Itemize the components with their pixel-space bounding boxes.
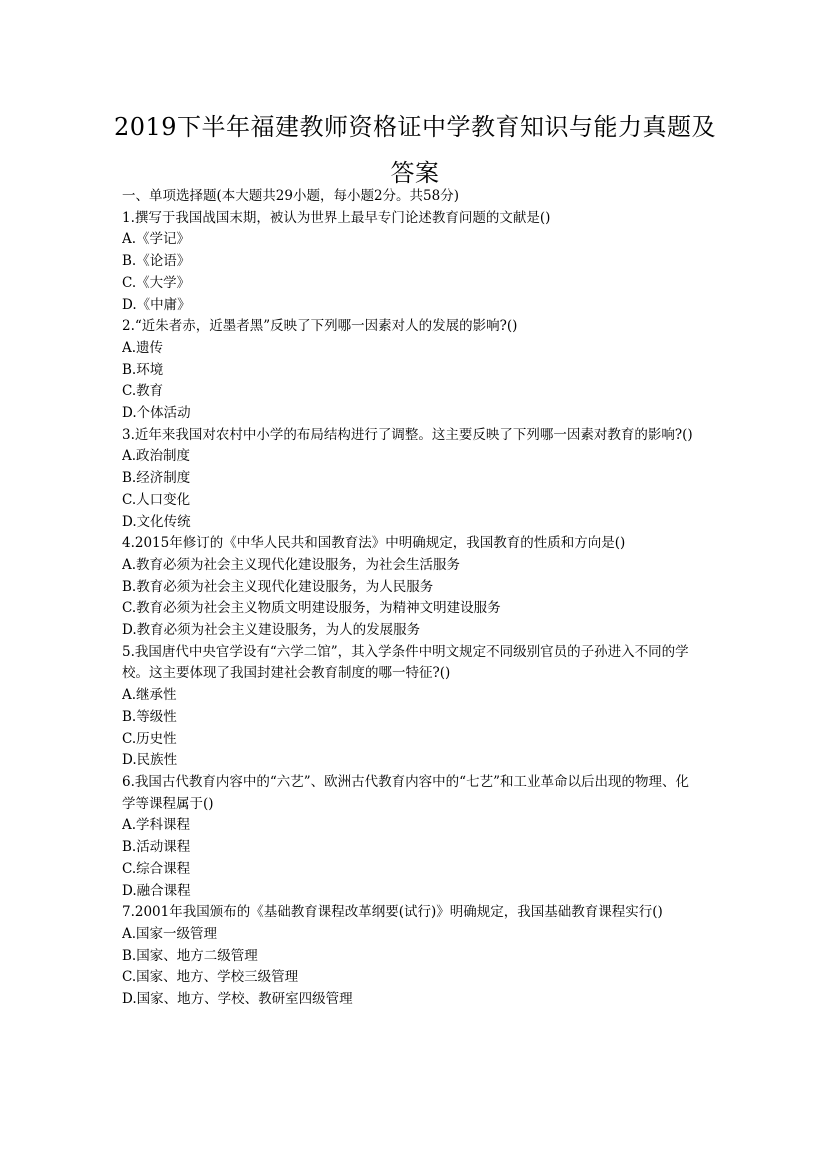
answer-option: D.教育必须为社会主义建设服务，为人的发展服务 <box>122 622 421 639</box>
answer-option: D.文化传统 <box>122 513 191 530</box>
question-stem: 1.撰写于我国战国末期，被认为世界上最早专门论述教育问题的文献是() <box>122 209 551 226</box>
answer-option: A.政治制度 <box>122 448 191 465</box>
question-stem: 5.我国唐代中央官学设有“六学二馆”，其入学条件中明文规定不同级别官员的子孙进入不同的学校。这主要体现了我国封建社会教育制度的哪一特征?() <box>122 643 689 682</box>
answer-option: A.继承性 <box>122 687 177 704</box>
answer-option: C.历史性 <box>122 730 177 747</box>
question-stem: 6.我国古代教育内容中的“六艺”、欧洲古代教育内容中的“七艺”和工业革命以后出现的物理、化学等课程属于() <box>122 773 689 812</box>
answer-option: D.民族性 <box>122 752 178 769</box>
answer-option: C.国家、地方、学校三级管理 <box>122 969 299 986</box>
answer-option: B.环境 <box>122 361 164 378</box>
answer-option: A.学科课程 <box>122 817 191 834</box>
answer-option: B.等级性 <box>122 708 177 725</box>
answer-option: C.教育 <box>122 383 164 400</box>
document-title: 2019下半年福建教师资格证中学教育知识与能力真题及答案 <box>113 113 717 187</box>
answer-option: B.活动课程 <box>122 839 191 856</box>
answer-option: D.《中庸》 <box>122 296 191 313</box>
answer-option: D.融合课程 <box>122 882 191 899</box>
question-stem: 4.2015年修订的《中华人民共和国教育法》中明确规定，我国教育的性质和方向是() <box>122 535 626 552</box>
answer-option: D.国家、地方、学校、教研室四级管理 <box>122 991 353 1008</box>
section-heading: 一、单项选择题(本大题共29小题，每小题2分。共58分) <box>122 188 459 204</box>
answer-option: C.教育必须为社会主义物质文明建设服务，为精神文明建设服务 <box>122 600 501 617</box>
answer-option: B.《论语》 <box>122 253 191 270</box>
question-stem: 2.“近朱者赤，近墨者黑”反映了下列哪一因素对人的发展的影响?() <box>122 318 518 335</box>
answer-option: A.遗传 <box>122 339 164 356</box>
answer-option: A.《学记》 <box>122 231 191 248</box>
answer-option: A.国家一级管理 <box>122 925 218 942</box>
answer-option: B.教育必须为社会主义现代化建设服务，为人民服务 <box>122 578 434 595</box>
answer-option: B.国家、地方二级管理 <box>122 947 258 964</box>
answer-option: A.教育必须为社会主义现代化建设服务，为社会生活服务 <box>122 556 461 573</box>
answer-option: C.综合课程 <box>122 860 191 877</box>
answer-option: C.人口变化 <box>122 491 191 508</box>
answer-option: C.《大学》 <box>122 274 191 291</box>
answer-option: B.经济制度 <box>122 470 191 487</box>
question-stem: 3.近年来我国对农村中小学的布局结构进行了调整。这主要反映了下列哪一因素对教育的影响?() <box>122 426 693 443</box>
document-body <box>122 186 702 1011</box>
answer-option: D.个体活动 <box>122 405 191 422</box>
question-stem: 7.2001年我国颁布的《基础教育课程改革纲要(试行)》明确规定，我国基础教育课程实行() <box>122 904 663 921</box>
